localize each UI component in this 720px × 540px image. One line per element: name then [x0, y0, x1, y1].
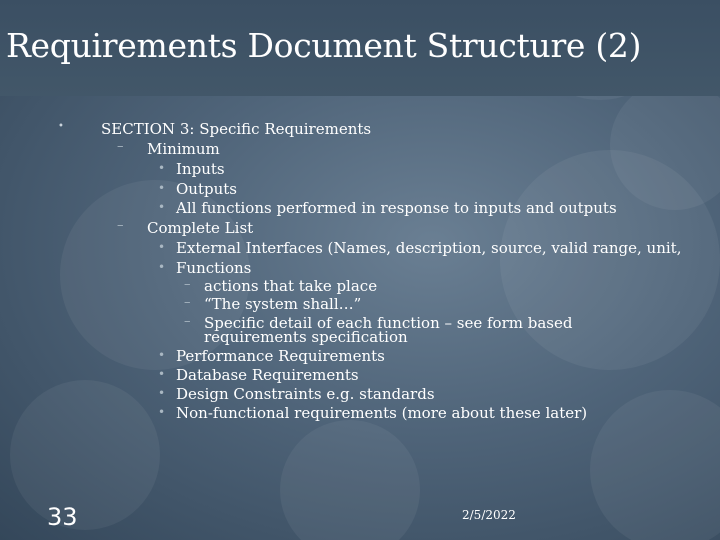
decorative-circle	[500, 150, 720, 370]
slide-date: 2/5/2022	[462, 508, 516, 522]
dash-marker: –	[117, 139, 124, 154]
bullet-marker: •	[158, 367, 166, 381]
minimum-item: Inputs	[176, 160, 225, 178]
functions-item-continued: requirements specification	[204, 328, 408, 346]
decorative-circle	[590, 390, 720, 540]
bullet-marker: •	[158, 386, 166, 400]
bullet-marker: •	[158, 405, 166, 419]
complete-item-external: External Interfaces (Names, description, source, valid range, unit,	[176, 239, 682, 257]
bullet-marker: •	[158, 240, 166, 254]
functions-item: “The system shall…”	[204, 295, 362, 313]
minimum-item: Outputs	[176, 180, 237, 198]
complete-list-label: Complete List	[147, 219, 254, 237]
complete-item: Database Requirements	[176, 366, 359, 384]
complete-item: Performance Requirements	[176, 347, 385, 365]
decorative-circle	[10, 380, 160, 530]
bullet-marker: •	[158, 181, 166, 195]
complete-item: Design Constraints e.g. standards	[176, 385, 435, 403]
bullet-marker: •	[158, 161, 166, 175]
complete-item: Non-functional requirements (more about these later)	[176, 404, 588, 422]
slide-number: 33	[47, 503, 78, 531]
bullet-marker: •	[158, 348, 166, 362]
dash-marker: –	[184, 295, 191, 310]
bullet-dot: •	[58, 121, 64, 132]
complete-item-functions: Functions	[176, 259, 252, 277]
functions-item: Specific detail of each function – see form based	[204, 314, 573, 332]
minimum-label: Minimum	[147, 140, 220, 158]
dash-marker: –	[184, 277, 191, 292]
title-bar	[0, 0, 720, 96]
bullet-marker: •	[158, 260, 166, 274]
decorative-circle	[280, 420, 420, 540]
minimum-item: All functions performed in response to inputs and outputs	[176, 199, 617, 217]
bullet-marker: •	[158, 200, 166, 214]
functions-item: actions that take place	[204, 277, 378, 295]
slide-title: Requirements Document Structure (2)	[6, 26, 642, 65]
dash-marker: –	[184, 314, 191, 329]
dash-marker: –	[117, 218, 124, 233]
section-heading: SECTION 3: Specific Requirements	[101, 120, 372, 138]
